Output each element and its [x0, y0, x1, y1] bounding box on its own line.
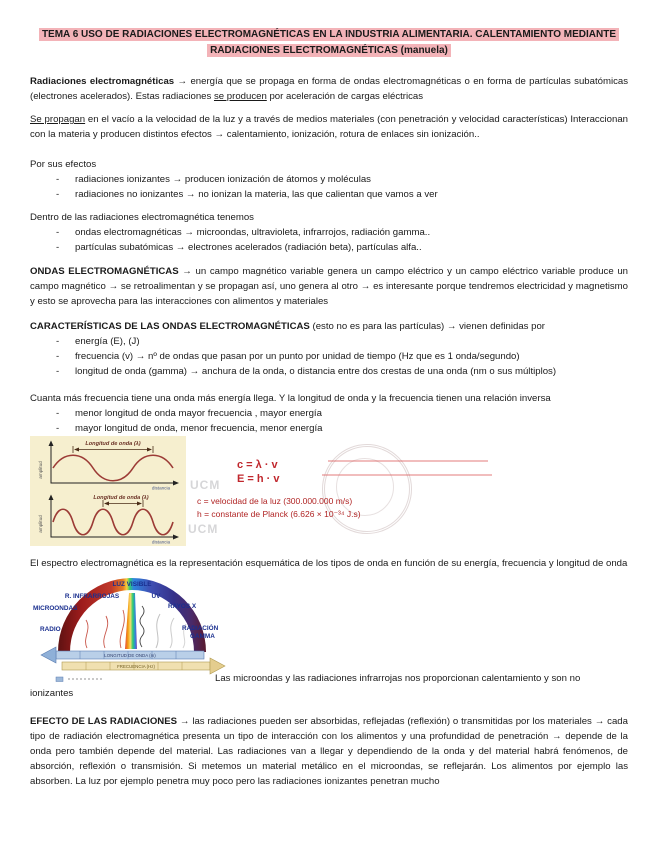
speed-of-light-definition: c = velocidad de la luz (300.000.000 m/s)	[197, 496, 353, 506]
effects-heading: Por sus efectos	[30, 159, 97, 170]
effects-list	[30, 172, 628, 202]
relacion-list	[30, 406, 628, 436]
propagation-underlined: Se propagan	[30, 114, 86, 125]
watermark-text: UCM	[190, 478, 221, 492]
radiacion-gamma-label: RADIACIÓN	[182, 625, 219, 632]
intro-paragraph	[30, 74, 628, 104]
list-item: - longitud de onda (gamma) → anchura de la onda, o distancia entre dos crestas de una onda (nm o sus múltiplos)	[30, 364, 628, 379]
intro-lead-bold: Radiaciones electromagnéticas	[30, 76, 175, 87]
formulas-block	[197, 458, 447, 521]
efecto-paragraph	[30, 714, 628, 789]
types-section	[30, 210, 628, 255]
measure-arrow-left-icon	[74, 448, 79, 452]
wavelength-scale-label: LONGITUD DE ONDA (m)	[104, 653, 156, 658]
list-item: - energía (E), (J)	[30, 334, 628, 349]
list-item: - frecuencia (v) → nº de ondas que pasan por un punto por unidad de tiempo (Hz que es 1 onda/segundo)	[30, 349, 628, 364]
luz-visible-label: LUZ VISIBLE	[112, 581, 152, 588]
intro-underlined: se producen	[213, 91, 267, 102]
caracteristicas-section	[30, 319, 628, 379]
formula-c: c = λ · v	[237, 459, 278, 471]
wave-figure	[30, 436, 186, 546]
intro-mid: → energía que se propaga en forma de ondas electromagnéticas o en forma de partículas subatómicas (electrones acelerados). Estas radiaciones	[30, 76, 628, 102]
list-item: - ondas electromagnéticas → microondas, ultravioleta, infrarrojos, radiación gamma..	[30, 225, 628, 240]
ondas-bold: ONDAS ELECTROMAGNÉTICAS	[30, 266, 179, 277]
propagation-paragraph	[30, 112, 628, 142]
planck-constant-definition: h = constante de Planck (6.626 × 10⁻³⁴ J.s)	[197, 509, 361, 519]
radio-label: RADIO	[40, 626, 61, 633]
radiacion-gamma-label2: GAMMA	[190, 633, 215, 640]
spectrum-caption-line2: ionizantes	[30, 688, 74, 699]
axis-arrow-right-icon	[173, 535, 179, 540]
ondas-paragraph	[30, 264, 628, 309]
wavelength-label: Longitud de onda (λ)	[85, 441, 141, 447]
propagation-rest: en el vacío a la velocidad de la luz y a través de medios materiales (con penetración y velocidad características) Interaccionan con la materia y producen distintos efectos → calentamiento, ionización, rotura de enlaces sin ionización..	[30, 114, 628, 140]
types-heading: Dentro de las radiaciones electromagnética tenemos	[30, 212, 254, 223]
wave-chart-short	[33, 492, 183, 545]
caracteristicas-heading	[30, 319, 628, 334]
figures-row	[30, 436, 628, 548]
distance-axis-label: distancia	[151, 539, 171, 545]
frequency-scale-label: FRECUENCIA (Hz)	[117, 664, 155, 669]
list-item: - partículas subatómicas → electrones acelerados (radiación beta), partículas alfa..	[30, 240, 628, 255]
intro-end: por aceleración de cargas eléctricas	[266, 91, 424, 102]
amplitude-axis-label: amplitud	[38, 461, 43, 479]
spectrum-intro-paragraph: El espectro electromagnética es la representación esquemática de los tipos de onda en función de su energía, frecuencia y longitud de onda	[30, 558, 628, 569]
list-item: - radiaciones ionizantes → producen ionización de átomos y moléculas	[30, 172, 628, 187]
measure-arrow-right-icon	[137, 502, 142, 506]
wavelength-label: Longitud de onda (λ)	[93, 495, 149, 501]
infrarrojas-label: R. INFRARROJAS	[64, 593, 120, 600]
axis-arrow-up-icon	[49, 441, 54, 447]
page-title	[30, 27, 628, 59]
formula-e: E = h · v	[237, 473, 280, 485]
page-title-highlight: TEMA 6 USO DE RADIACIONES ELECTROMAGNÉTICAS EN LA INDUSTRIA ALIMENTARIA. CALENTAMIENTO MEDIANTE RADIACIONES ELECTROMAGNÉTICAS (manuela)	[39, 28, 619, 57]
axis-arrow-up-icon	[49, 495, 54, 501]
microondas-label: MICROONDAS	[33, 605, 78, 612]
efecto-bold: EFECTO DE LAS RADIACIONES	[30, 716, 178, 727]
types-list	[30, 225, 628, 255]
uv-label: UV	[151, 593, 161, 600]
wavelength-arrow-icon	[41, 647, 56, 663]
list-item: - radiaciones no ionizantes → no ionizan la materia, las que calientan que vamos a ver	[30, 187, 628, 202]
spectrum-block	[30, 576, 628, 702]
ondas-rest: → un campo magnético variable genera un campo eléctrico y un campo eléctrico variable produce un campo magnético → se retroalimentan y se propagan así, uno genera al otro → es interesante porque tendremos electricidad y magnetismo y esto se aprovecha para las interacciones con alimentos y materiales	[30, 266, 629, 307]
caracteristicas-list	[30, 334, 628, 379]
spectrum-caption-line1: Las microondas y las radiaciones infrarrojas nos proporcionan calentamiento y son no	[215, 673, 581, 684]
effects-section	[30, 157, 628, 202]
measure-arrow-right-icon	[147, 448, 152, 452]
watermark-text: UCM	[188, 522, 219, 536]
list-item: - menor longitud de onda mayor frecuencia , mayor energía	[30, 406, 628, 421]
page-content	[30, 27, 628, 789]
distance-axis-label: distancia	[151, 485, 171, 491]
axis-arrow-right-icon	[173, 481, 179, 486]
list-item: - mayor longitud de onda, menor frecuencia, menor energía	[30, 421, 628, 436]
relacion-section	[30, 391, 628, 436]
measure-arrow-left-icon	[104, 502, 109, 506]
wave-chart-long	[33, 438, 183, 491]
caracteristicas-rest: (esto no es para las partículas) → vienen definidas por	[309, 321, 546, 332]
efecto-rest: → las radiaciones pueden ser absorbidas, reflejadas (reflexión) o transmitidas por los materiales → cada tipo de radiación electromagnética presenta un tipo de interacción con los alimentos y una profundidad de penetración → depende de la onda pero también depende del material. Las radiaciones van a llegar y dependiendo de la onda y del material habrá fenómenos, de absorción, reflexión o transmisión. Si metemos un material metálico en el microondas, se reflejarán. Los alimentos por ejemplo las absorben. La luz por ejemplo penetra muy poco pero las radiaciones ionizantes penetran mucho	[30, 716, 628, 787]
amplitude-axis-label: amplitud	[38, 515, 43, 533]
caracteristicas-bold: CARACTERÍSTICAS DE LAS ONDAS ELECTROMAGNÉTICAS	[30, 321, 310, 332]
rayos-x-label: RAYOS X	[168, 603, 197, 610]
relacion-heading: Cuanta más frecuencia tiene una onda más energía llega. Y la longitud de onda y la frecuencia tienen una relación inversa	[30, 393, 551, 404]
